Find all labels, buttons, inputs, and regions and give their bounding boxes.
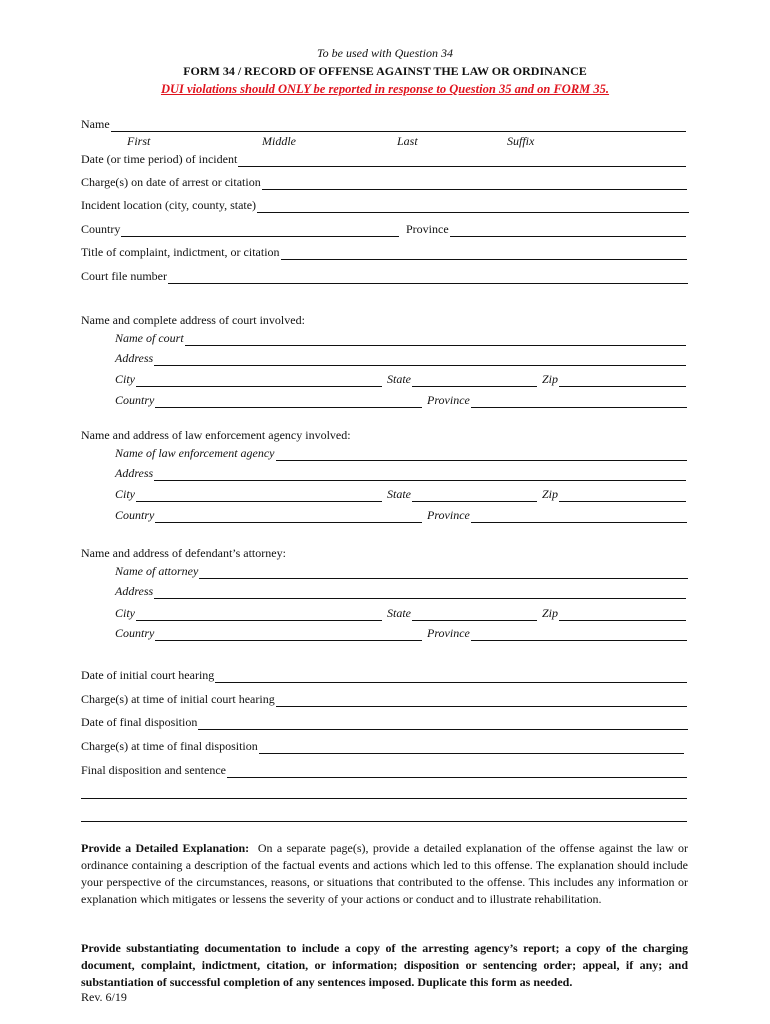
- court-province-line[interactable]: [471, 395, 687, 408]
- name-field[interactable]: [81, 116, 686, 132]
- attorney-country-label: Country: [115, 626, 155, 640]
- incident-location-field[interactable]: [81, 197, 689, 213]
- initial-charges-line[interactable]: [276, 694, 687, 707]
- attorney-state-label: State: [387, 606, 411, 620]
- court-address-line[interactable]: [154, 353, 686, 366]
- agency-province-label: Province: [427, 508, 470, 522]
- incident-province-field[interactable]: [406, 221, 686, 237]
- arrest-charges-line[interactable]: [262, 177, 687, 190]
- complaint-title-field[interactable]: [81, 244, 687, 260]
- name-label: Name: [81, 117, 110, 131]
- agency-province-line[interactable]: [471, 510, 687, 523]
- name-line[interactable]: [111, 119, 686, 132]
- court-address-field[interactable]: [115, 350, 686, 366]
- last-caption: Last: [397, 134, 418, 148]
- attorney-address-line[interactable]: [154, 586, 686, 599]
- attorney-address-label: Address: [115, 584, 154, 598]
- initial-charges-label: Charge(s) at time of initial court hearing: [81, 692, 275, 706]
- court-country-label: Country: [115, 393, 155, 407]
- explanation-paragraph: [81, 840, 688, 908]
- revision-date: Rev. 6/19: [81, 990, 127, 1004]
- final-charges-field[interactable]: [81, 738, 684, 754]
- court-name-line[interactable]: [185, 333, 686, 346]
- attorney-state-line[interactable]: [412, 608, 537, 621]
- agency-zip-label: Zip: [542, 487, 559, 501]
- court-state-label: State: [387, 372, 411, 386]
- final-date-label: Date of final disposition: [81, 715, 198, 729]
- agency-city-line[interactable]: [136, 489, 382, 502]
- attorney-zip-field[interactable]: [542, 605, 686, 621]
- documentation-paragraph: Provide substantiating documentation to include a copy of the arresting agency’s report; a copy of the charging document, complaint, indictment, citation, or information; disposition or sentencing order; appeal, if any; and substantiation of successful completion of any sentences imposed. Duplicate this form as needed.: [81, 941, 688, 989]
- agency-address-label: Address: [115, 466, 154, 480]
- dui-warning: [0, 82, 770, 97]
- attorney-heading: Name and address of defendant’s attorney:: [81, 546, 286, 560]
- sentence-continuation-line-1[interactable]: [81, 798, 687, 799]
- attorney-country-field[interactable]: [115, 625, 422, 641]
- agency-heading: Name and address of law enforcement agency involved:: [81, 428, 351, 442]
- agency-name-field[interactable]: [115, 445, 687, 461]
- sentence-line[interactable]: [227, 765, 687, 778]
- incident-country-field[interactable]: [81, 221, 399, 237]
- final-date-line[interactable]: [198, 717, 688, 730]
- attorney-city-field[interactable]: [115, 605, 382, 621]
- court-zip-field[interactable]: [542, 371, 686, 387]
- court-zip-label: Zip: [542, 372, 559, 386]
- attorney-zip-label: Zip: [542, 606, 559, 620]
- sentence-field[interactable]: [81, 762, 687, 778]
- court-state-line[interactable]: [412, 374, 537, 387]
- dui-warning-text: DUI violations should ONLY be reported in response to Question 35 and on FORM 35.: [160, 82, 610, 96]
- form-title: FORM 34 / RECORD OF OFFENSE AGAINST THE LAW OR ORDINANCE: [183, 64, 587, 78]
- incident-date-field[interactable]: [81, 151, 686, 167]
- attorney-address-field[interactable]: [115, 583, 686, 599]
- explanation-body: On a separate page(s), provide a detailed explanation of the offense against the law or ordinance containing a description of the factual events and actions which led to this offense. The explanation should include your perspective of the circumstances, reasons, or situations that contributed to the offense. This includes any information or explanation which mitigates or lessens the severity of your actions or conduct and to illustrate rehabilitation.: [81, 841, 689, 906]
- first-caption: First: [127, 134, 151, 148]
- court-country-line[interactable]: [155, 395, 422, 408]
- court-province-label: Province: [427, 393, 470, 407]
- attorney-name-field[interactable]: [115, 563, 688, 579]
- attorney-country-line[interactable]: [155, 628, 422, 641]
- agency-city-field[interactable]: [115, 486, 382, 502]
- attorney-name-line[interactable]: [199, 566, 688, 579]
- incident-country-line[interactable]: [121, 224, 399, 237]
- court-address-label: Address: [115, 351, 154, 365]
- court-city-field[interactable]: [115, 371, 382, 387]
- court-zip-line[interactable]: [559, 374, 686, 387]
- incident-date-line[interactable]: [238, 154, 686, 167]
- agency-country-line[interactable]: [155, 510, 422, 523]
- court-city-line[interactable]: [136, 374, 382, 387]
- incident-province-label: Province: [406, 222, 449, 236]
- initial-hearing-field[interactable]: [81, 667, 687, 683]
- agency-country-field[interactable]: [115, 507, 422, 523]
- suffix-caption: Suffix: [507, 134, 535, 148]
- attorney-city-line[interactable]: [136, 608, 382, 621]
- final-date-field[interactable]: [81, 714, 688, 730]
- incident-province-line[interactable]: [450, 224, 686, 237]
- agency-zip-line[interactable]: [559, 489, 686, 502]
- court-file-line[interactable]: [168, 271, 688, 284]
- arrest-charges-label: Charge(s) on date of arrest or citation: [81, 175, 261, 189]
- attorney-state-field[interactable]: [387, 605, 537, 621]
- arrest-charges-field[interactable]: [81, 174, 687, 190]
- middle-caption: Middle: [262, 134, 296, 148]
- incident-country-label: Country: [81, 222, 121, 236]
- attorney-zip-line[interactable]: [559, 608, 686, 621]
- court-province-field[interactable]: [427, 392, 687, 408]
- agency-province-field[interactable]: [427, 507, 687, 523]
- court-country-field[interactable]: [115, 392, 422, 408]
- agency-name-label: Name of law enforcement agency: [115, 446, 275, 460]
- incident-location-line[interactable]: [257, 200, 689, 213]
- agency-address-line[interactable]: [154, 468, 686, 481]
- agency-state-label: State: [387, 487, 411, 501]
- attorney-province-field[interactable]: [427, 625, 687, 641]
- agency-address-field[interactable]: [115, 465, 686, 481]
- incident-date-label: Date (or time period) of incident: [81, 152, 238, 166]
- attorney-province-line[interactable]: [471, 628, 687, 641]
- sentence-label: Final disposition and sentence: [81, 763, 226, 777]
- complaint-title-line[interactable]: [281, 247, 687, 260]
- agency-state-line[interactable]: [412, 489, 537, 502]
- court-name-field[interactable]: [115, 330, 686, 346]
- court-heading: Name and complete address of court involved:: [81, 313, 305, 327]
- court-name-label: Name of court: [115, 331, 184, 345]
- explanation-heading: Provide a Detailed Explanation:: [81, 841, 250, 855]
- incident-location-label: Incident location (city, county, state): [81, 198, 257, 212]
- agency-city-label: City: [115, 487, 135, 501]
- initial-hearing-line[interactable]: [215, 670, 687, 683]
- complaint-title-label: Title of complaint, indictment, or citation: [81, 245, 280, 259]
- sentence-continuation-line-2[interactable]: [81, 821, 687, 822]
- court-file-field[interactable]: [81, 268, 688, 284]
- initial-charges-field[interactable]: [81, 691, 687, 707]
- attorney-name-label: Name of attorney: [115, 564, 199, 578]
- agency-name-line[interactable]: [276, 448, 687, 461]
- initial-hearing-label: Date of initial court hearing: [81, 668, 215, 682]
- agency-state-field[interactable]: [387, 486, 537, 502]
- court-city-label: City: [115, 372, 135, 386]
- final-charges-line[interactable]: [259, 741, 684, 754]
- agency-country-label: Country: [115, 508, 155, 522]
- header-note: To be used with Question 34: [317, 46, 453, 60]
- court-file-label: Court file number: [81, 269, 167, 283]
- attorney-province-label: Province: [427, 626, 470, 640]
- final-charges-label: Charge(s) at time of final disposition: [81, 739, 258, 753]
- court-state-field[interactable]: [387, 371, 537, 387]
- attorney-city-label: City: [115, 606, 135, 620]
- agency-zip-field[interactable]: [542, 486, 686, 502]
